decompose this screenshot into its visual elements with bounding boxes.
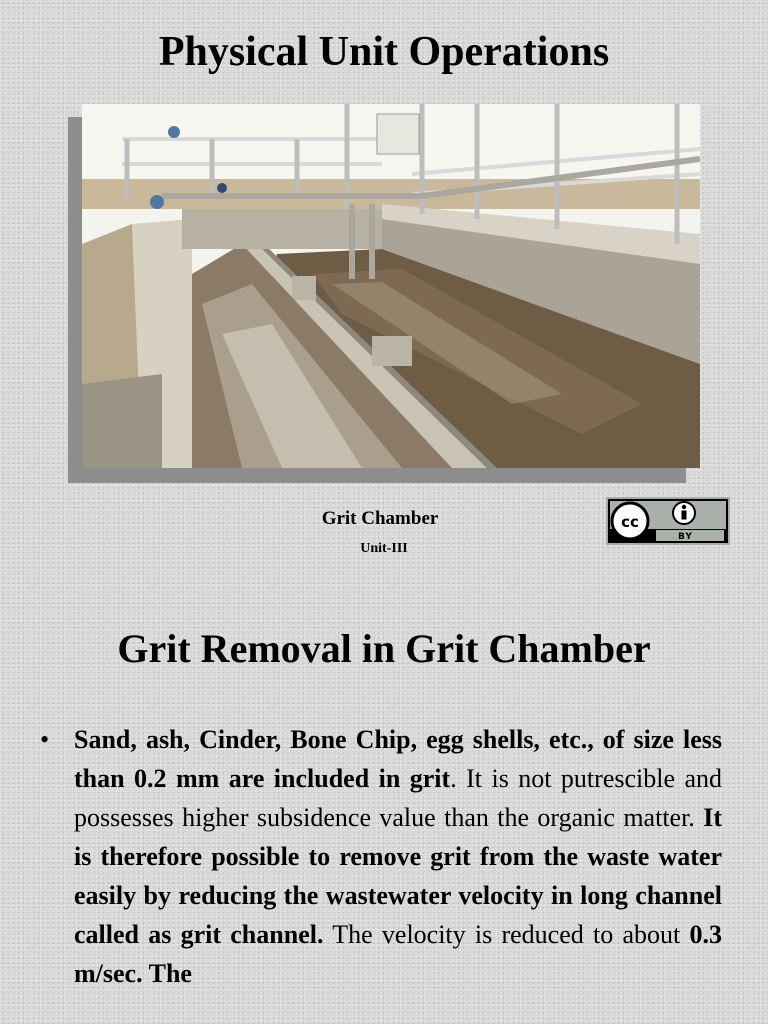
bullet-bold-3: 0.3 m/sec. The: [74, 920, 722, 988]
bullet-marker: •: [40, 725, 50, 754]
bullet-item: [40, 720, 722, 993]
slide-title: Grit Removal in Grit Chamber: [117, 626, 651, 671]
bullet-text: [74, 720, 722, 993]
bullet-normal-1: . It is not putrescible and possesses higher subsidence value than the organic matter.: [74, 764, 722, 832]
svg-text:cc: cc: [621, 513, 639, 531]
bullet-normal-2: The velocity is reduced to about: [323, 920, 690, 949]
slide-title: Physical Unit Operations: [158, 29, 610, 75]
photo-caption: Grit Chamber: [321, 508, 439, 529]
bullet-bold-1: Sand, ash, Cinder, Bone Chip, egg shells, etc., of size less than 0.2 mm are included in grit: [74, 725, 722, 793]
bullet-bold-2: It is therefore possible to remove grit from the waste water easily by reducing the wastewater velocity in long channel called as grit channel.: [74, 803, 722, 949]
cc-by-label: BY: [678, 532, 693, 542]
unit-label: Unit-III: [360, 541, 408, 556]
slide-2: [0, 590, 768, 1024]
grit-chamber-photo: [82, 104, 700, 468]
cc-by-icon[interactable]: [606, 497, 730, 545]
